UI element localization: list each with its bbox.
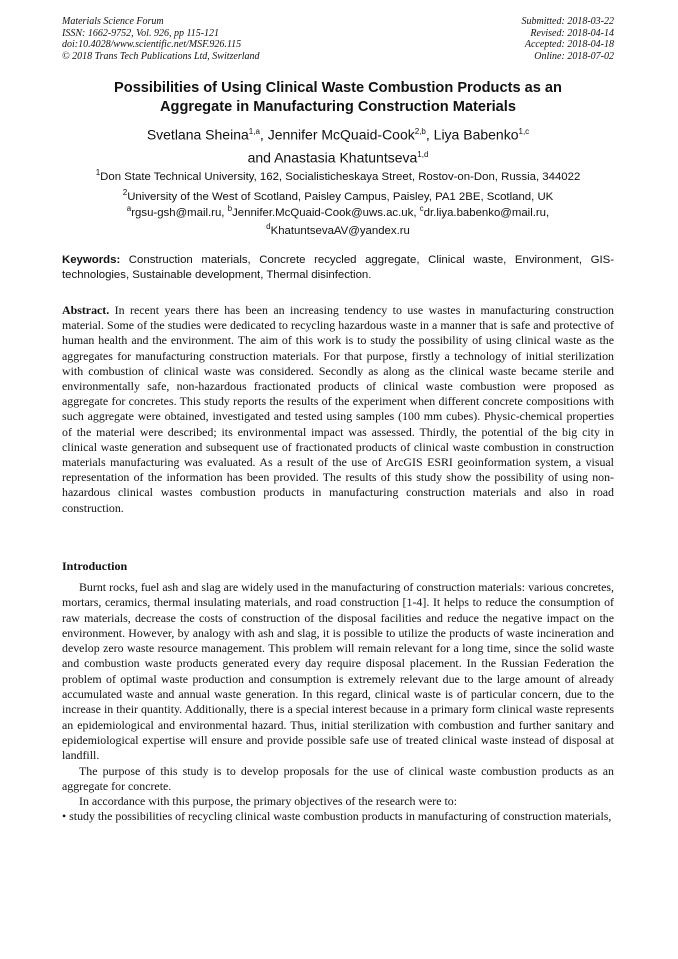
- email-line-2: $^d$KhatuntsevaAV@yandex.ru: [266, 222, 410, 238]
- author-sup: 1,a: [248, 127, 260, 136]
- author-sup: 1,c: [518, 127, 530, 136]
- email: dr.liya.babenko@mail.ru,: [423, 206, 550, 219]
- author-name: and Anastasia Khatuntseva: [247, 149, 418, 166]
- author-list: [62, 122, 614, 167]
- paragraph: The purpose of this study is to develop proposals for the use of clinical waste combustion products as an aggregate for concrete.: [62, 763, 614, 793]
- keywords: [62, 253, 614, 283]
- email: Jennifer.McQuaid-Cook@uws.ac.uk,: [232, 206, 420, 219]
- paper-title: [62, 79, 614, 116]
- accepted-date: Accepted: 2018-04-18: [524, 39, 614, 51]
- author-line-2: [62, 145, 614, 168]
- email: rgsu-gsh@mail.ru,: [131, 206, 228, 219]
- paragraph: Burnt rocks, fuel ash and slag are widely used in the manufacturing of construction materials: various concretes, mortars, ceramics, thermal insulating materials, and road construction [1-4]. It helps to reduce the consumption of raw materials, decrease the costs of construction of the disposal facilities and reduce the negative impact on the environment. However, by analogy with ash and slag, it is possible to utilize the products of waste incineration and develop zero waste resource management. This problem will remain relevant for a long time, since the solid waste and combustion waste products generated every day require disposal placement. In the Russian Federation the problem of optimal waste production and consumption is extremely relevant due to the large amount of already accumulated waste and annual waste generation. In this regard, clinical waste is of particular concern, due to the increase in their quantity. Additionally, there is a special interest because in a primary form clinical waste represents an epidemiological and environmental hazard. Thus, initial sterilization with combustion and further sanitary and epidemiological expertise will ensure and provide possible safe use of treated clinical waste instead of disposal at landfill.: [62, 580, 614, 763]
- issn: ISSN: 1662-9752, Vol. 926, pp 115-121: [62, 27, 220, 39]
- title-line-2: Aggregate in Manufacturing Construction Materials: [160, 98, 516, 115]
- author-name: Liya Babenko: [433, 126, 519, 143]
- abstract-label: Abstract.: [62, 303, 110, 317]
- copyright: © 2018 Trans Tech Publications Ltd, Switzerland: [62, 50, 260, 62]
- doi: doi:10.4028/www.scientific.net/MSF.926.115: [62, 39, 242, 51]
- author-line-1: Svetlana Sheina$^{1,a}$, Jennifer McQuaid-Cook$^{2,b}$, Liya Babenko$^{1,c}$: [146, 126, 530, 143]
- author-sup: 2,b: [414, 127, 426, 136]
- bullet-item: • study the possibilities of recycling clinical waste combustion products in manufacturing of construction materials,: [62, 809, 612, 824]
- submitted-date: Submitted: 2018-03-22: [521, 16, 614, 27]
- title-line-1: Possibilities of Using Clinical Waste Combustion Products as an: [114, 80, 562, 96]
- introduction-body: [62, 580, 614, 825]
- author-name: Jennifer McQuaid-Cook: [267, 126, 415, 143]
- email-line-1: $^a$rgsu-gsh@mail.ru, $^b$Jennifer.McQuaid-Cook@uws.ac.uk, $^c$dr.liya.babenko@mail.ru,: [126, 204, 550, 219]
- journal-info: [62, 16, 260, 62]
- keywords-text: Construction materials, Concrete recycled aggregate, Clinical waste, Environment, GIS-technologies, Sustainable development, Thermal disinfection.: [62, 254, 614, 281]
- author-name: Svetlana Sheina: [146, 126, 249, 143]
- introduction-heading: Introduction: [62, 559, 128, 573]
- keywords-label: Keywords:: [62, 254, 121, 266]
- affiliations: [62, 165, 614, 206]
- emails: [62, 202, 614, 239]
- affiliation-1: $^1$Don State Technical University, 162, Socialisticheskaya Street, Rostov-on-Don, Russia, 344022: [95, 168, 581, 183]
- abstract: [62, 303, 614, 516]
- journal-name: Materials Science Forum: [62, 16, 164, 27]
- paragraph: In accordance with this purpose, the primary objectives of the research were to:: [79, 794, 458, 809]
- affiliation-2: $^2$University of the West of Scotland, Paisley Campus, Paisley, PA1 2BE, Scotland, UK: [122, 188, 554, 204]
- email: KhatuntsevaAV@yandex.ru: [270, 225, 410, 238]
- online-date: Online: 2018-07-02: [534, 50, 614, 62]
- revised-date: Revised: 2018-04-14: [530, 27, 614, 39]
- abstract-text: In recent years there has been an increasing tendency to use wastes in manufacturing construction material. Some of the studies were dedicated to recycling hazardous waste in a manner that is safe and protective of human health and the environment. The aim of this work is to study the possibility of using clinical waste as the aggregates for manufacturing construction materials. For that purpose, firstly a technology of initial sterilization with combustion of clinical waste was considered. Secondly as along as the clinical waste became sterile and environmentally safe, non-hazardous fractionated products of clinical waste combustion were proposed as aggregate for concretes. This study reports the results of the experiment when different concrete compositions with such aggregate were obtained, investigated and tested using samples (100 mm cubes). Physic-chemical properties of the material were described; its environmental impact was assessed. Thirdly, the potential of the big city in clinical waste generation and subsequent use of fractionated products of clinical waste combustion in construction materials manufacturing was evaluated. As a result of the use of ArcGIS ESRI geoinformation system, a visual representation of the information has been provided. The results of this study show the possibility of using non-hazardous clinical wastes combustion products in manufacturing construction materials and also in road construction.: [62, 303, 614, 515]
- submission-dates: [522, 16, 615, 62]
- author-sup: 1,d: [417, 149, 429, 159]
